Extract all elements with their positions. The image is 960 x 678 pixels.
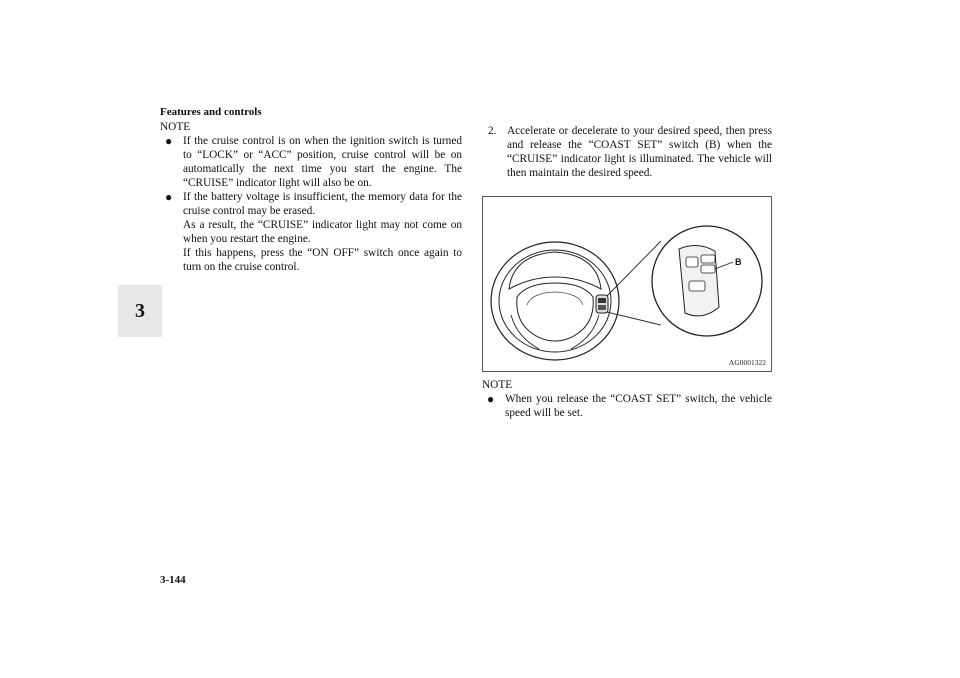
- note-bullet-text: If the battery voltage is insufficient, the memory data for the cruise control may be erased.: [183, 191, 462, 217]
- chapter-tab: [118, 285, 162, 337]
- coast-set-switch: [701, 265, 715, 273]
- bullet-icon: ●: [487, 392, 495, 406]
- switch-small-1: [598, 298, 606, 303]
- res-switch: [701, 255, 715, 263]
- hub-detail: [527, 292, 583, 305]
- on-off-switch: [689, 281, 705, 291]
- figure-code: AG0001322: [728, 358, 766, 367]
- note-bullet-2: [160, 190, 462, 218]
- note-bullet-2-extra-2: If this happens, press the “ON OFF” switch once again to turn on the cruise control.: [183, 247, 462, 273]
- left-column: [160, 120, 462, 274]
- step-text: Accelerate or decelerate to your desired speed, then press and release the “COAST SET” switch (B) when the “CRUISE” indicator light is illuminated. The vehicle will then maintain the desired speed.: [507, 125, 772, 179]
- step-number: 2.: [488, 125, 497, 137]
- wheel-rim-inner: [499, 250, 611, 352]
- bullet-icon: ●: [165, 134, 173, 148]
- note-bullet-2-extra-1: As a result, the “CRUISE” indicator light may not come on when you restart the engine.: [183, 219, 462, 245]
- callout-b-label: B: [735, 257, 742, 267]
- steering-wheel-illustration: [483, 197, 771, 371]
- note-bullet: [482, 392, 772, 420]
- note-bullet-text: When you release the “COAST SET” switch, the vehicle speed will be set.: [505, 393, 772, 419]
- section-header: Features and controls: [160, 106, 262, 118]
- step-2: [482, 124, 772, 180]
- bullet-icon: ●: [165, 190, 173, 204]
- note-heading: NOTE: [482, 379, 513, 391]
- note-bullet-1: [160, 134, 462, 190]
- page-number: 3-144: [160, 574, 186, 586]
- chapter-number: 3: [135, 299, 145, 322]
- steering-wheel-figure: [482, 196, 772, 372]
- switch-cluster-small: [596, 295, 608, 313]
- note-bullet-text: If the cruise control is on when the ignition switch is turned to “LOCK” or “ACC” position, cruise control will be on automatically the next time you start the engine. The “CRUISE” indicator light will also be on.: [183, 135, 462, 189]
- switch-small-2: [598, 305, 606, 310]
- cancel-switch: [686, 257, 698, 267]
- right-note: [482, 378, 772, 420]
- note-heading: NOTE: [160, 121, 191, 133]
